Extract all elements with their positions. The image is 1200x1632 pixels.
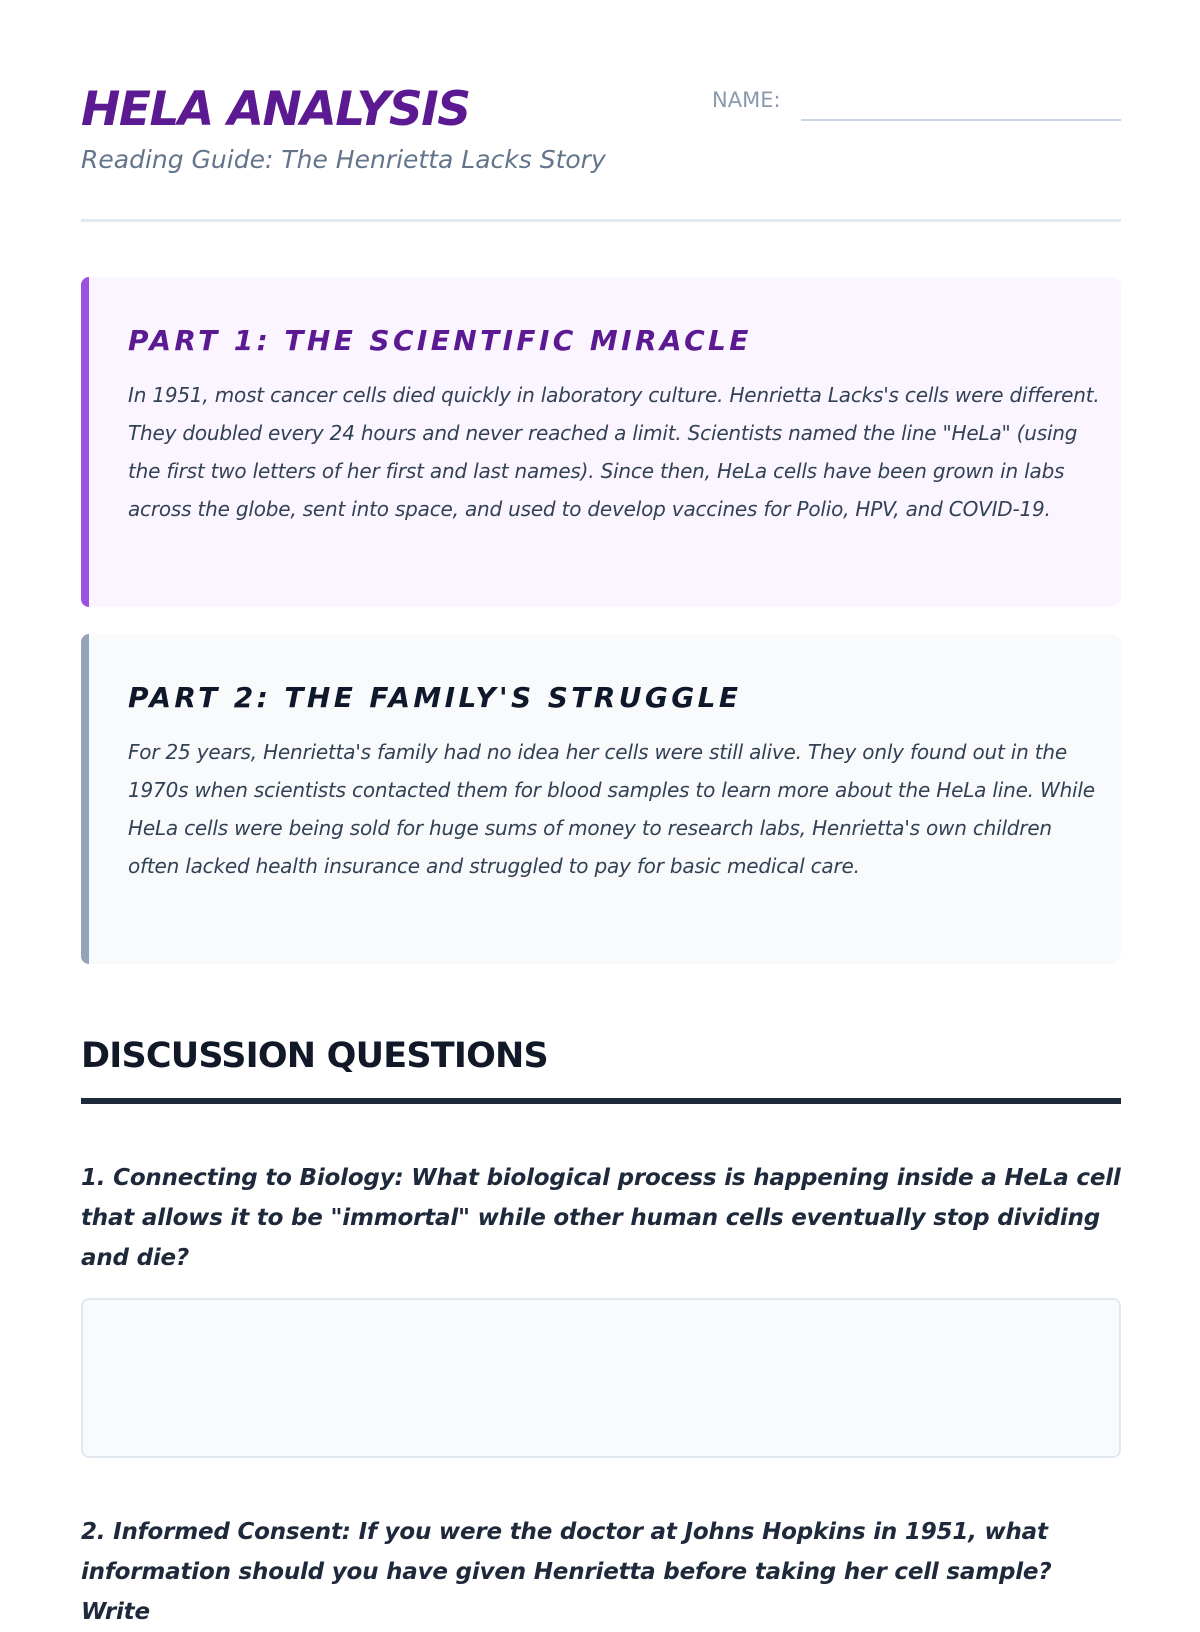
answer-box-1[interactable] [81,1298,1121,1458]
part-2-body: For 25 years, Henrietta's family had no idea her cells were still alive. They only found out in the 1970s when scientists contacted them for blood samples to learn more about the HeLa line. While HeLa cells were being sold for huge sums of money to research labs, Henrietta's own children often lacked health insurance and struggled to pay for basic medical care. [128,740,1095,878]
part-1-title: PART 1: THE SCIENTIFIC MIRACLE [128,324,752,357]
question-2: 2. Informed Consent: If you were the doctor at Johns Hopkins in 1951, what information should you have given Henrietta before taking her cell sample? Write [81,1519,1052,1625]
part-1-body: In 1951, most cancer cells died quickly in laboratory culture. Henrietta Lacks's cells were different. They doubled every 24 hours and never reached a limit. Scientists named the line "HeLa" (using the first two letters of her first and last names). Since then, HeLa cells have been grown in labs across the globe, sent into space, and used to develop vaccines for Polio, HPV, and COVID-19. [128,383,1100,521]
part-2-card [81,634,1121,964]
name-label: NAME: [712,88,781,112]
part-1-accent-bar [81,277,89,607]
part-2-title: PART 2: THE FAMILY'S STRUGGLE [128,681,742,714]
name-field[interactable] [801,119,1121,121]
worksheet-subtitle: Reading Guide: The Henrietta Lacks Story [81,145,606,174]
worksheet-title: HELA ANALYSIS [81,82,470,137]
discussion-divider [81,1098,1121,1104]
part-1-card [81,277,1121,607]
part-2-accent-bar [81,634,89,964]
header-divider [81,219,1121,222]
discussion-title: DISCUSSION QUESTIONS [81,1036,548,1076]
question-1: 1. Connecting to Biology: What biological process is happening inside a HeLa cell that allows it to be "immortal" while other human cells eventually stop dividing and die? [81,1165,1121,1271]
